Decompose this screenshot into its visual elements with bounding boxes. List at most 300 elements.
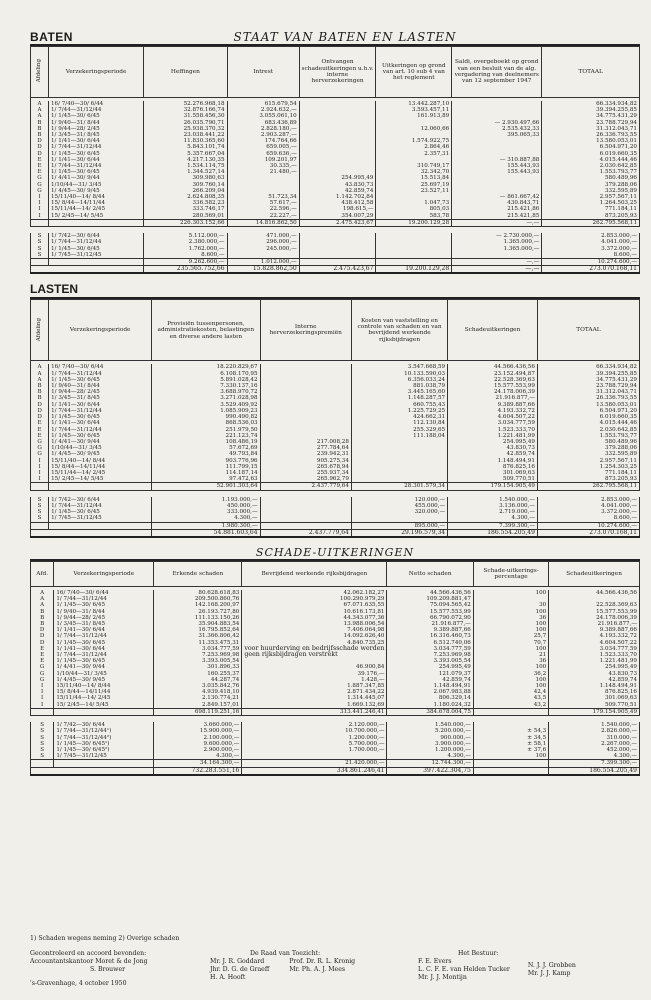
value-cell: 49.793,84 (152, 451, 260, 457)
value-cell: 3.445.165,60 (351, 389, 447, 395)
value-cell: 75.094.565,42 (387, 602, 473, 608)
value-cell: 254.995,49 (299, 175, 376, 181)
provisional-row (31, 515, 640, 522)
value-cell: 1.574.922,75 (376, 138, 452, 144)
period-cell: 1/ 4/41—30/ 9/44 (54, 664, 154, 670)
value-cell: 1.540.000,— (448, 497, 538, 503)
afdeling-cell: I (31, 470, 49, 476)
value-cell: 179.154.905,49 (549, 708, 640, 715)
column-header-label: Netto schaden (408, 570, 452, 577)
value-cell: 379.288,06 (542, 182, 640, 188)
value-cell: 100 (473, 646, 548, 652)
value-cell: 155.443,93 (452, 163, 542, 169)
value-cell: 9.389.887,66 (448, 402, 538, 408)
subtotal-row (31, 708, 640, 715)
value-cell: 57.672,69 (152, 445, 260, 451)
value-cell: 332.595,89 (542, 188, 640, 194)
column-header-label: Bevrijdend werkende rijksbijdragen (261, 570, 368, 577)
afdeling-cell: S (31, 753, 54, 760)
value-cell: 395.065,33 (452, 132, 542, 138)
grand-total-value: —,— (452, 266, 542, 274)
period-cell: 1/ 1/45—30/ 6/45 (48, 246, 143, 252)
value-cell: 15.577.553,99 (549, 609, 640, 615)
provisional-label (31, 227, 640, 234)
value-cell: 1.980.300,— (152, 522, 260, 529)
value-cell: 2.957.567,11 (542, 194, 640, 200)
value-cell: 25.697,19 (376, 182, 452, 188)
period-cell: 1/ 1/41—30/ 6/44 (49, 420, 152, 426)
value-cell: 10.616.173,81 (242, 609, 387, 615)
value-cell: 6.019.660,35 (542, 151, 640, 157)
value-cell: 31.558.456,30 (144, 113, 227, 119)
period-cell: 1/10/44—31/ 3/45 (48, 182, 143, 188)
value-cell: 8.600,— (537, 515, 639, 522)
value-cell: 1.428,— (242, 677, 387, 683)
value-cell: 23.527,11 (376, 188, 452, 194)
value-cell: 18.220.829,67 (152, 364, 260, 370)
afdeling-cell: B (31, 389, 49, 395)
period-cell: 1/ 1/45—30/ 6/45 (54, 658, 154, 664)
afdeling-cell: E (31, 163, 49, 169)
value-cell: — 861.667,42 (452, 194, 542, 200)
value-cell: 8.600,— (542, 252, 640, 259)
value-cell: 30 (473, 602, 548, 608)
afdeling-cell: S (31, 747, 54, 753)
value-cell: 26.035.790,71 (144, 120, 227, 126)
page-header (30, 22, 640, 46)
value-cell: 806.329,14 (387, 695, 473, 701)
council-title: De Raad van Toezicht: (250, 950, 321, 957)
value-cell: 309.760,14 (144, 182, 227, 188)
value-cell: 44.566.436,56 (448, 364, 538, 370)
period-cell: 1/ 7/44—31/12/44 (54, 596, 154, 602)
column-header-label: Provisiën tussenpersonen, administratiekosten, belastingen en diverse andere lasten (157, 321, 255, 340)
period-cell: 1/ 4/45—30/ 9/45 (54, 677, 154, 683)
value-cell: 3.372.000,— (542, 246, 640, 252)
period-cell: 1/ 1/45—30/ 6/45²) (54, 747, 154, 753)
value-cell: 1.534.114,75 (144, 163, 227, 169)
value-cell: 2.120.000,— (242, 722, 387, 728)
value-cell: 51.723,34 (227, 194, 299, 200)
period-cell: 1/ 3/45—31/ 8/45 (54, 621, 154, 627)
value-cell: 1.762.000,— (144, 246, 227, 252)
grand-total-value: 54.881.603,64 (152, 529, 260, 537)
signatory-name: Mr. Ph. A. J. Mees (289, 966, 346, 973)
value-cell: 34.164.300,— (154, 760, 242, 767)
value-cell: 12.744.300,— (387, 760, 473, 767)
value-cell: 580.489,96 (542, 175, 640, 181)
value-cell: 903.776,96 (152, 458, 260, 464)
audit-block (30, 950, 148, 988)
value-cell: 21.916.877,— (448, 395, 538, 401)
value-cell: 336.582,23 (144, 200, 227, 206)
value-cell: 2.900.000,— (154, 747, 242, 753)
value-cell: 580.489,96 (537, 439, 639, 445)
grand-total-row (31, 767, 640, 775)
value-cell: 296.000,— (227, 239, 299, 245)
value-cell (260, 515, 351, 522)
value-cell: 4.193.332,72 (448, 408, 538, 414)
afdeling-cell: I (31, 206, 49, 212)
period-cell: 1/ 1/45—30/ 6/45 (48, 113, 143, 119)
value-cell: 4.300,— (387, 753, 473, 760)
value-cell: 2.871.434,22 (242, 689, 387, 695)
value-cell: 160.255,37 (154, 671, 242, 677)
value-cell: 2.535.432,33 (452, 126, 542, 132)
value-cell: 4.939.418,10 (154, 689, 242, 695)
signatory-name: N. J. J. Grobben (527, 962, 576, 969)
value-cell: 2.924.632,— (227, 107, 299, 113)
value-cell: 2.957.567,11 (537, 458, 639, 464)
value-cell: 876.825,16 (549, 689, 640, 695)
column-header (260, 300, 351, 361)
value-cell: 13.988.006,54 (242, 621, 387, 627)
value-cell: 23.152.494,87 (448, 371, 538, 377)
value-cell: 471.000,— (227, 233, 299, 239)
value-cell: 1.047,73 (376, 200, 452, 206)
value-cell: 23.788.729,94 (537, 383, 639, 389)
value-cell: 6.019.660,35 (537, 414, 639, 420)
value-cell: 262.795.568,11 (542, 219, 640, 226)
value-cell: 15.900.000,— (154, 728, 242, 734)
value-cell: 2.267.000,— (549, 741, 640, 747)
period-cell: 15/ 2/45—14/ 5/45 (54, 702, 154, 709)
period-cell: 1/10/44—31/ 3/45 (49, 445, 152, 451)
value-cell: geen rijksbijdragen verstrekt (242, 652, 387, 658)
value-cell: 100 (473, 627, 548, 633)
value-cell: 100 (473, 609, 548, 615)
place-date: 's-Gravenhage, 4 october 1950 (30, 980, 127, 987)
value-cell: 683.436,89 (227, 120, 299, 126)
value-cell: 12.060,66 (376, 126, 452, 132)
value-cell: 2.067.983,88 (387, 689, 473, 695)
period-cell: 16/ 7/40—30/ 6/44 (48, 101, 143, 107)
statement-title: STAAT VAN BATEN EN LASTEN (233, 30, 457, 44)
afdeling-cell: I (31, 689, 54, 695)
value-cell: ± 58,1 (473, 741, 548, 747)
period-cell: 15/11/40—14/ 8/44 (54, 683, 154, 689)
period-cell (48, 219, 143, 226)
value-cell: 66.790.072,90 (387, 615, 473, 621)
afdeling-cell: A (31, 113, 49, 119)
value-cell: 7.253.969,98 (154, 652, 242, 658)
afdeling-cell: B (31, 120, 49, 126)
value-cell: 39.394.255,85 (542, 107, 640, 113)
value-cell: 873.205,93 (537, 476, 639, 483)
period-cell: 1/ 1/45—30/ 6/45 (48, 151, 143, 157)
grand-total-label (31, 529, 152, 537)
column-header (31, 300, 49, 361)
value-cell (242, 753, 387, 760)
afdeling-cell: S (31, 497, 49, 503)
board-block (418, 950, 576, 982)
value-cell (376, 252, 452, 259)
afdeling-cell (31, 760, 54, 767)
value-cell: 4.217.130,35 (144, 157, 227, 163)
value-cell: 2.437.779,64 (260, 483, 351, 490)
afdeling-cell: S (31, 246, 49, 252)
afdeling-cell: G (31, 175, 49, 181)
value-cell: 100 (473, 621, 548, 627)
value-cell: 900.000,— (387, 735, 473, 741)
lasten-title: LASTEN (30, 282, 640, 299)
column-header-label: Kosten van vaststelling en controle van schaden en van bevrijdend werkende rijksbijdragen (357, 317, 442, 343)
value-cell: 217.008,28 (260, 439, 351, 445)
column-header-label: Verzekeringsperiode (65, 68, 127, 75)
value-cell: 42.859,74 (448, 451, 538, 457)
value-cell: 333.000,— (152, 509, 260, 515)
column-header (448, 300, 538, 361)
afdeling-cell: I (31, 200, 49, 206)
value-cell: 34.775.431,29 (542, 113, 640, 119)
column-header-label: TOTAAL (578, 68, 603, 75)
value-cell: 43.830,73 (448, 445, 538, 451)
value-cell: 15.513,84 (376, 175, 452, 181)
afdeling-cell: D (31, 414, 49, 420)
column-header (549, 561, 640, 586)
period-cell: 1/ 1/45—30/ 6/45 (49, 433, 152, 439)
grand-total-label (31, 266, 144, 274)
period-cell: 1/ 7/42—30/ 6/44 (48, 233, 143, 239)
value-cell: 36 (473, 658, 548, 664)
column-header (299, 47, 376, 98)
value-cell: 7.406.064,98 (242, 627, 387, 633)
value-cell (351, 515, 447, 522)
value-cell: ± 37,6 (473, 747, 548, 753)
value-cell: 25.938.370,32 (144, 126, 227, 132)
value-cell: 10.133.590,03 (351, 371, 447, 377)
value-cell: 771.184,11 (542, 206, 640, 212)
value-cell: 9.262.600,— (144, 259, 227, 266)
afdeling-cell: D (31, 144, 49, 150)
value-cell: 16.316.460,73 (387, 633, 473, 639)
subtotal-row (31, 219, 640, 226)
period-cell (48, 259, 143, 266)
grand-total-value: 334.861.246,41 (242, 767, 387, 775)
value-cell: 805,03 (376, 206, 452, 212)
value-cell: 174.764,66 (227, 138, 299, 144)
value-cell: 10.274.600,— (537, 522, 639, 529)
grand-total-value: 186.554.205,49 (448, 529, 538, 537)
value-cell: 2.130.774,21 (154, 695, 242, 701)
value-cell: 7.253.969,98 (387, 652, 473, 658)
period-cell: 1/ 1/45—30/ 6/45 (49, 377, 152, 383)
period-cell: 15/11/44—14/ 2/45 (48, 206, 143, 212)
value-cell: — 2.930.497,66 (452, 120, 542, 126)
provisional-label (31, 716, 640, 723)
value-cell: 179.154.905,49 (448, 483, 538, 490)
afdeling-cell: I (31, 458, 49, 464)
table-row (31, 702, 640, 709)
period-cell: 1/ 7/45—31/12/45 (49, 515, 152, 522)
period-cell: 1/ 9/40—31/ 8/44 (48, 120, 143, 126)
value-cell: 215.421,86 (452, 206, 542, 212)
value-cell: 15.577.553,99 (387, 609, 473, 615)
value-cell: 255.937,34 (260, 470, 351, 476)
value-cell: 26.193.727,80 (154, 609, 242, 615)
value-cell: 430.843,71 (452, 200, 542, 206)
period-cell: 1/ 1/45—30/ 6/45 (48, 169, 143, 175)
table-row (31, 476, 640, 483)
afdeling-cell: D (31, 138, 49, 144)
period-cell: 1/ 7/44—31/12/44 (49, 427, 152, 433)
value-cell (473, 760, 548, 767)
value-cell: 895.000,— (351, 522, 447, 529)
afdeling-cell: G (31, 182, 49, 188)
lasten-table (30, 299, 640, 537)
value-cell: 5.700.000,— (242, 741, 387, 747)
afdeling-cell: I (31, 464, 49, 470)
period-cell: 1/ 7/44—31/12/44 (48, 144, 143, 150)
period-cell: 15/11/40—14/ 8/44 (48, 194, 143, 200)
value-cell: 1.540.000,— (549, 722, 640, 728)
value-cell: 4.300,— (549, 753, 640, 760)
value-cell: 109.209.881,47 (387, 596, 473, 602)
column-header (31, 561, 54, 586)
value-cell: 990.490,82 (152, 414, 260, 420)
subtotal-row (31, 483, 640, 490)
provisional-label-row (31, 490, 640, 497)
column-header-label: Afd. (36, 570, 49, 577)
value-cell: 3.136.000,— (448, 503, 538, 509)
council-col-2 (289, 958, 355, 982)
grand-total-value: 2.437.779,64 (260, 529, 351, 537)
value-cell: 509.770,51 (448, 476, 538, 483)
value-cell: 15.577.553,99 (448, 383, 538, 389)
value-cell: 21.916.877,— (549, 621, 640, 627)
grand-total-value: 732.283.551,16 (154, 767, 242, 775)
column-header (351, 300, 447, 361)
column-header-label: Intrest (253, 68, 274, 75)
period-cell (54, 708, 154, 715)
value-cell: 46.900,84 (242, 664, 387, 670)
column-header-label: Verzekeringsperiode (69, 327, 131, 334)
audit-label: Gecontroleerd en accoord bevonden: (30, 950, 147, 957)
period-cell: 1/ 1/45—30/ 6/45¹) (54, 741, 154, 747)
value-cell: 70,7 (473, 640, 548, 646)
value-cell: 424.662,31 (351, 414, 447, 420)
value-cell: 26.336.793,55 (542, 132, 640, 138)
value-cell: 35.904.883,54 (154, 621, 242, 627)
value-cell: 2.100.000,— (154, 735, 242, 741)
value-cell: 39.176,— (242, 671, 387, 677)
schade-title: SCHADE-UITKERINGEN (30, 546, 640, 561)
value-cell: 24.178.006,39 (448, 389, 538, 395)
period-cell: 1/ 1/45—30/ 6/45 (49, 414, 152, 420)
value-cell: 310.749,17 (376, 163, 452, 169)
value-cell: 14.092.626,40 (242, 633, 387, 639)
afdeling-cell: S (31, 233, 49, 239)
value-cell: 868.536,03 (152, 420, 260, 426)
value-cell: 4.840.735,25 (242, 640, 387, 646)
signatory-name: Mr. J. J. Montijn (418, 974, 467, 981)
value-cell: 31.312.043,71 (537, 389, 639, 395)
value-cell: 1.344.527,14 (144, 169, 227, 175)
period-cell: 1/10/44—31/ 3/45 (54, 671, 154, 677)
period-cell: 1/ 7/44—31/12/44 (54, 633, 154, 639)
value-cell: 1.148.494,91 (448, 458, 538, 464)
value-cell: 111.133.150,26 (154, 615, 242, 621)
value-cell: 26.336.793,55 (537, 395, 639, 401)
afdeling-cell: S (31, 728, 54, 734)
grand-total-row (31, 266, 640, 274)
value-cell: 660.755,43 (351, 402, 447, 408)
value-cell: 22.227,— (227, 213, 299, 220)
value-cell: 659.636,— (227, 151, 299, 157)
value-cell: 1.365.000,— (452, 239, 542, 245)
period-cell (49, 483, 152, 490)
value-cell: 771.184,11 (537, 470, 639, 476)
column-header-label: Schade-uitkerings-percentage (483, 567, 539, 580)
afdeling-cell: S (31, 515, 49, 522)
value-cell: 31.366.806,42 (154, 633, 242, 639)
afdeling-cell (31, 483, 49, 490)
afdeling-cell: D (31, 408, 49, 414)
value-cell: 1.700.000,— (242, 747, 387, 753)
period-cell: 15/11/44—14/ 2/45 (49, 470, 152, 476)
value-cell: 24.178.006,39 (549, 615, 640, 621)
value-cell: 13.580.053,01 (542, 138, 640, 144)
value-cell (452, 252, 542, 259)
value-cell: 583,78 (376, 213, 452, 220)
value-cell: 36 (473, 615, 548, 621)
afdeling-cell: G (31, 439, 49, 445)
period-cell (54, 760, 154, 767)
value-cell: 42.062.182,27 (242, 590, 387, 596)
value-cell: 873.205,93 (542, 213, 640, 220)
council-block (210, 950, 355, 982)
grand-total-value: 235.565.752,66 (144, 266, 227, 274)
afdeling-cell: I (31, 476, 49, 483)
value-cell: 42.859,74 (387, 677, 473, 683)
provisional-label (31, 490, 640, 497)
period-cell: 1/ 9/44—28/ 2/45 (48, 126, 143, 132)
provisional-subtotal-row (31, 760, 640, 767)
value-cell: 3.034.777,59 (448, 420, 538, 426)
value-cell: 266.209,04 (144, 188, 227, 194)
afdeling-cell: S (31, 503, 49, 509)
value-cell: 509.770,51 (549, 702, 640, 709)
afdeling-cell: A (31, 364, 49, 370)
value-cell: 13.442.287,10 (376, 101, 452, 107)
audit-name: Accountantskantoor Moret & de Jong (30, 958, 148, 965)
afdeling-cell: I (31, 194, 49, 200)
value-cell: 309.980,63 (144, 175, 227, 181)
afdeling-cell: A (31, 371, 49, 377)
grand-total-value: 19.200.129,28 (376, 266, 452, 274)
value-cell: 1.148.494,91 (387, 683, 473, 689)
value-cell: 44.566.436,56 (549, 590, 640, 596)
afdeling-cell (31, 522, 49, 529)
afdeling-cell: S (31, 239, 49, 245)
provisional-row (31, 252, 640, 259)
value-cell (227, 252, 299, 259)
signatory-name: Mr. J. R. Goddard (210, 958, 265, 965)
value-cell: 1.148.287,57 (351, 395, 447, 401)
value-cell: 8.600,— (144, 252, 227, 259)
value-cell: 5.200.000,— (387, 728, 473, 734)
value-cell: 4.193.332,72 (549, 633, 640, 639)
grand-total-value: 397.422.304,75 (387, 767, 473, 775)
value-cell: voor huurderving en bedrijfsschade werden (242, 646, 387, 652)
period-cell: 15/ 8/44—14/11/44 (54, 689, 154, 695)
column-header-label: Schadeuitkeringen (464, 327, 521, 334)
value-cell: 22.528.369,63 (549, 602, 640, 608)
value-cell: 32.342,70 (376, 169, 452, 175)
value-cell: 1.180.024,32 (387, 702, 473, 709)
period-cell: 1/ 9/40—31/ 8/44 (54, 609, 154, 615)
grand-total-label (31, 767, 154, 775)
